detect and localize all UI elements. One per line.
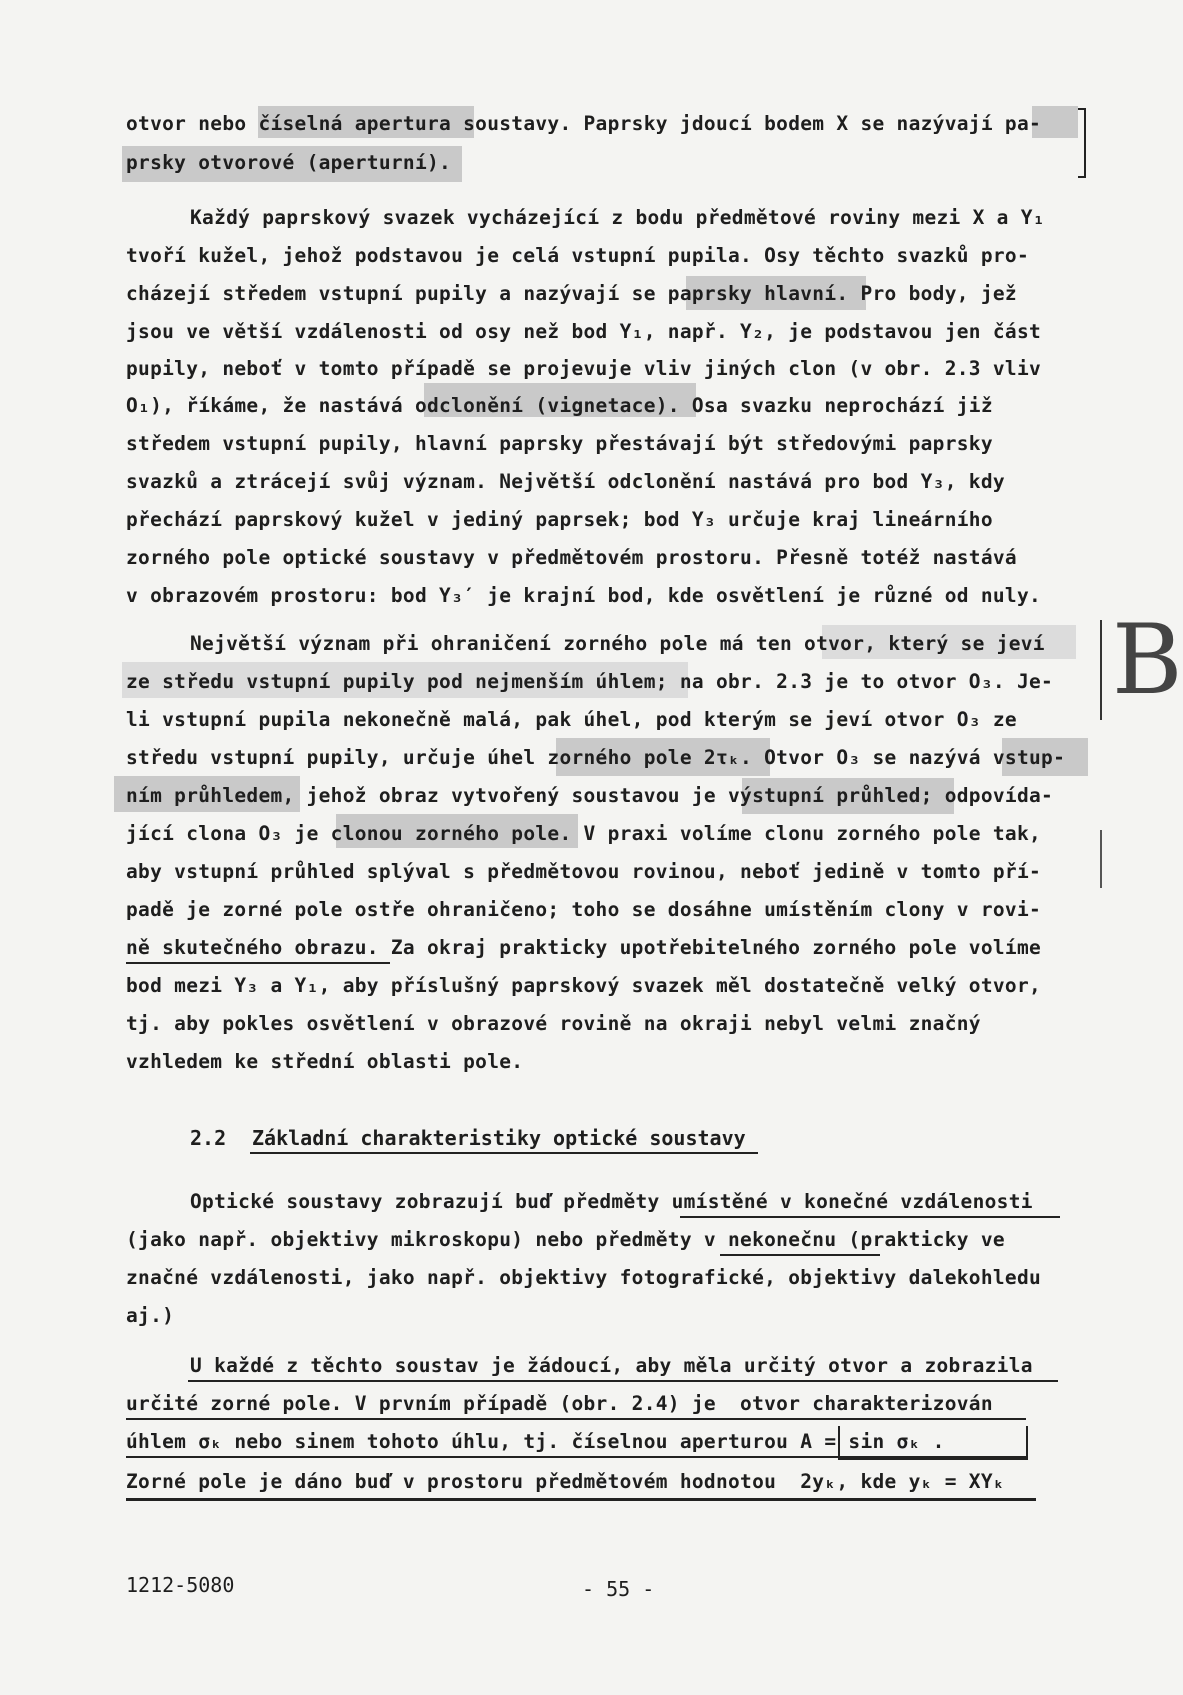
section-number: 2.2	[190, 1126, 227, 1150]
text-line: značné vzdálenosti, jako např. objektivy fotografické, objektivy dalekohledu	[126, 1266, 1042, 1289]
text-line: Největší význam při ohraničení zorného pole má ten otvor, který se jeví	[190, 632, 1045, 655]
underline	[680, 1216, 1060, 1218]
margin-note: B	[1112, 604, 1183, 716]
text-line: svazků a ztrácejí svůj význam. Největší odclonění nastává pro bod Y₃, kdy	[126, 470, 1005, 493]
document-code: 1212-5080	[126, 1573, 235, 1597]
underline	[126, 1498, 1036, 1501]
section-title-underline	[250, 1152, 758, 1154]
text-line: úhlem σₖ nebo sinem tohoto úhlu, tj. číselnou aperturou A = sin σₖ .	[126, 1430, 945, 1453]
text-line: U každé z těchto soustav je žádoucí, aby měla určitý otvor a zobrazila	[190, 1354, 1033, 1377]
text-line: jsou ve větší vzdálenosti od osy než bod Y₁, např. Y₂, je podstavou jen část	[126, 320, 1042, 343]
text-line: ním průhledem, jehož obraz vytvořený soustavou je výstupní průhled; odpovída-	[126, 784, 1054, 807]
text-line: v obrazovém prostoru: bod Y₃′ je krajní bod, kde osvětlení je různé od nuly.	[126, 584, 1042, 607]
text-line: otvor nebo číselná apertura soustavy. Paprsky jdoucí bodem X se nazývají pa-	[126, 112, 1042, 135]
text-line: ně skutečného obrazu. Za okraj prakticky upotřebitelného zorného pole volíme	[126, 936, 1042, 959]
underline	[126, 962, 390, 964]
text-line: Zorné pole je dáno buď v prostoru předmětovém hodnotou 2yₖ, kde yₖ = XYₖ	[126, 1470, 1005, 1493]
text-line: Optické soustavy zobrazují buď předměty umístěné v konečné vzdálenosti	[190, 1190, 1033, 1213]
text-line: bod mezi Y₃ a Y₁, aby příslušný paprskový svazek měl dostatečně velký otvor,	[126, 974, 1042, 997]
text-line: středem vstupní pupily, hlavní paprsky přestávají být středovými paprsky	[126, 432, 993, 455]
margin-line	[1100, 620, 1102, 720]
text-line: tj. aby pokles osvětlení v obrazové rovině na okraji nebyl velmi značný	[126, 1012, 981, 1035]
text-line: aj.)	[126, 1304, 175, 1327]
margin-line	[1100, 830, 1102, 888]
text-line: přechází paprskový kužel v jediný paprsek; bod Y₃ určuje kraj lineárního	[126, 508, 993, 531]
text-line: vzhledem ke střední oblasti pole.	[126, 1050, 524, 1073]
text-line: (jako např. objektivy mikroskopu) nebo předměty v nekonečnu (prakticky ve	[126, 1228, 1005, 1251]
text-line: jící clona O₃ je clonou zorného pole. V praxi volíme clonu zorného pole tak,	[126, 822, 1042, 845]
page-number: - 55 -	[582, 1577, 655, 1601]
text-line: zorného pole optické soustavy v předmětovém prostoru. Přesně totéž nastává	[126, 546, 1017, 569]
text-line: padě je zorné pole ostře ohraničeno; toho se dosáhne umístěním clony v rovi-	[126, 898, 1042, 921]
section-title: Základní charakteristiky optické soustavy	[252, 1126, 746, 1150]
text-line: středu vstupní pupily, určuje úhel zorného pole 2τₖ. Otvor O₃ se nazývá vstup-	[126, 746, 1066, 769]
text-line: ze středu vstupní pupily pod nejmenším úhlem; na obr. 2.3 je to otvor O₃. Je-	[126, 670, 1054, 693]
underline	[188, 1380, 1058, 1382]
margin-bracket	[1078, 108, 1086, 178]
underline	[126, 1418, 1026, 1420]
text-line: Každý paprskový svazek vycházející z bodu předmětové roviny mezi X a Y₁	[190, 206, 1045, 229]
text-line: li vstupní pupila nekonečně malá, pak úhel, pod kterým se jeví otvor O₃ ze	[126, 708, 1017, 731]
text-line: prsky otvorové (aperturní).	[126, 151, 452, 174]
underline	[720, 1254, 880, 1256]
formula-box	[838, 1426, 1028, 1460]
text-line: aby vstupní průhled splýval s předmětovou rovinou, neboť jedině v tomto pří-	[126, 860, 1042, 883]
text-line: cházejí středem vstupní pupily a nazývají se paprsky hlavní. Pro body, jež	[126, 282, 1017, 305]
text-line: pupily, neboť v tomto případě se projevuje vliv jiných clon (v obr. 2.3 vliv	[126, 357, 1042, 380]
text-line: O₁), říkáme, že nastává odclonění (vignetace). Osa svazku neprochází již	[126, 394, 993, 417]
text-line: určité zorné pole. V prvním případě (obr. 2.4) je otvor charakterizován	[126, 1392, 993, 1415]
text-line: tvoří kužel, jehož podstavou je celá vstupní pupila. Osy těchto svazků pro-	[126, 244, 1029, 267]
